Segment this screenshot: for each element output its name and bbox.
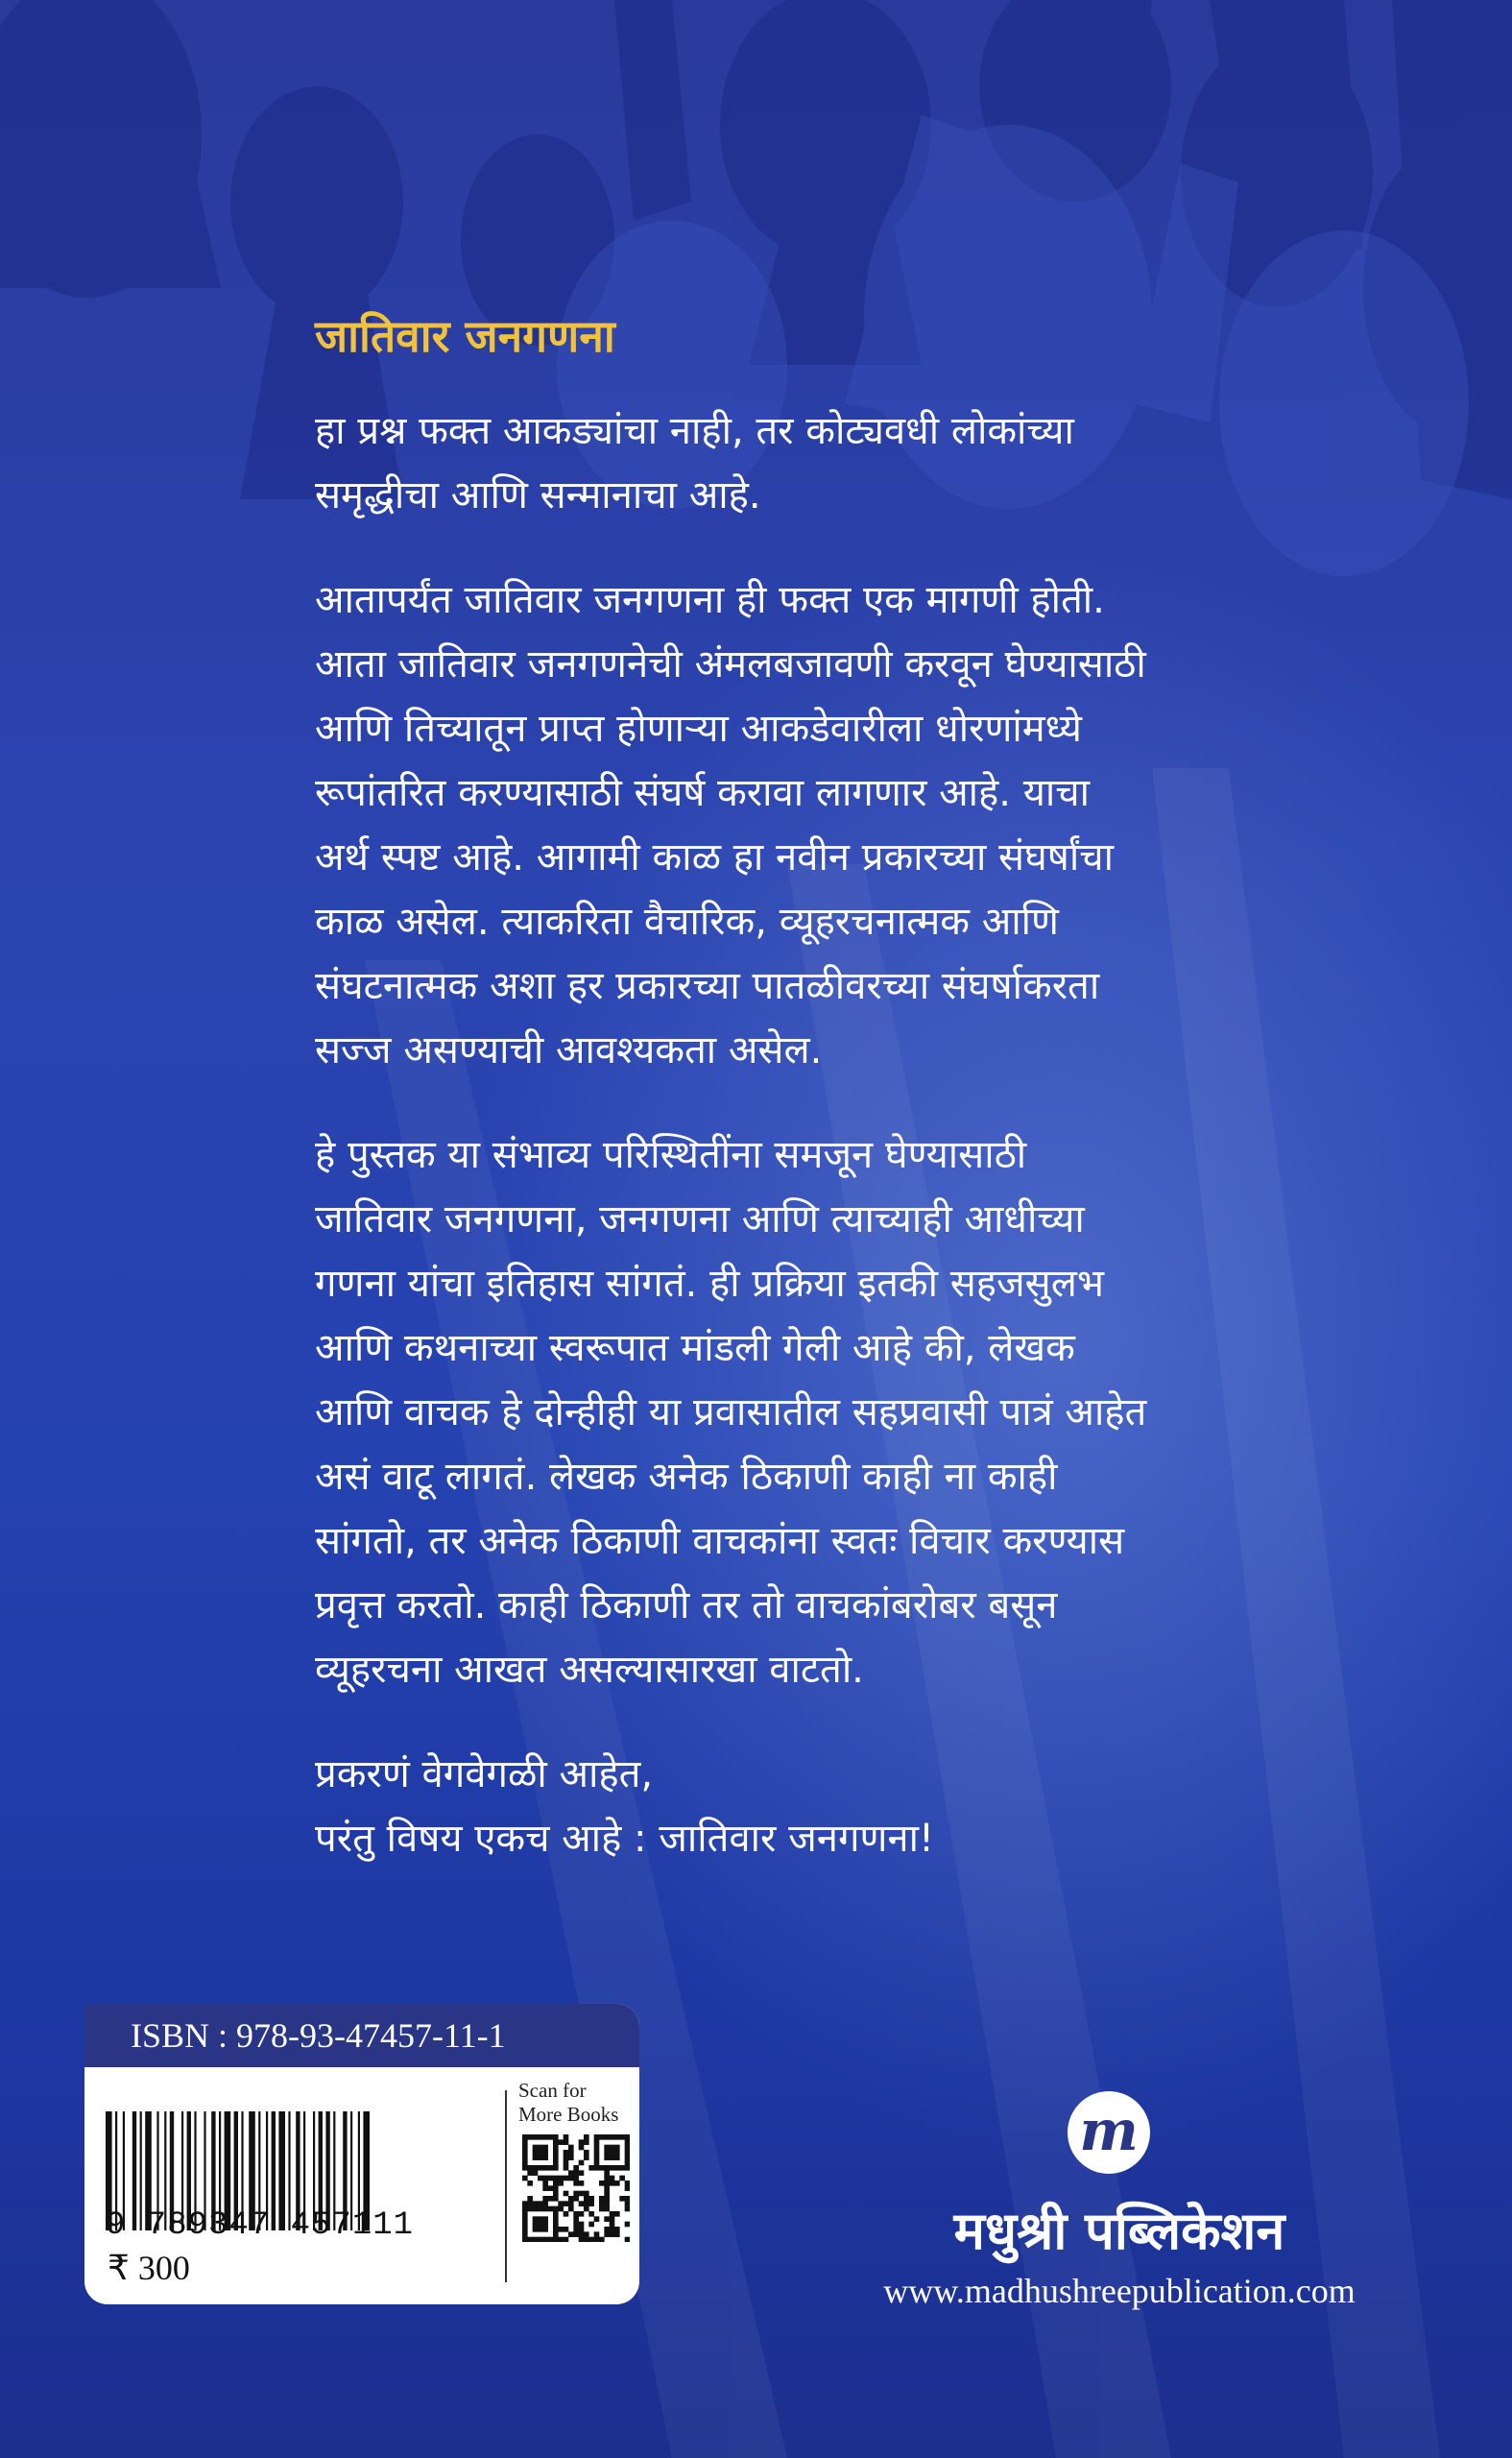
text-line: आणि कथनाच्या स्वरूपात मांडली गेली आहे की, लेखक — [315, 1326, 1075, 1370]
blurb — [315, 305, 1236, 1912]
text-line: रूपांतरित करण्यासाठी संघर्ष करावा लागणार आहे. याचा — [315, 771, 1091, 815]
logo-letter: m — [1079, 2098, 1139, 2163]
text-line: सज्ज असण्याची आवश्यकता असेल. — [315, 1028, 823, 1072]
text-line: सांगतो, तर अनेक ठिकाणी वाचकांना स्वतः विचार करण्यास — [315, 1519, 1125, 1563]
blurb-paragraph-4 — [315, 1743, 1236, 1871]
publisher-block — [822, 2084, 1417, 2314]
publisher-logo-icon — [1068, 2091, 1150, 2174]
scan-caption-line: More Books — [518, 2103, 619, 2126]
scan-caption-line: Scan for — [518, 2079, 587, 2102]
price: ₹ 300 — [108, 2249, 190, 2287]
text-line: प्रवृत्त करतो. काही ठिकाणी तर तो वाचकांबरोबर बसून — [315, 1583, 1058, 1627]
blurb-heading: जातिवार जनगणना — [315, 310, 615, 362]
text-line: व्यूहरचना आखत असल्यासारखा वाटतो. — [315, 1648, 864, 1692]
text-line: संघटनात्मक अशा हर प्रकारच्या पातळीवरच्या संघर्षाकरता — [315, 964, 1100, 1008]
text-line: जातिवार जनगणना, जनगणना आणि त्याच्याही आधीच्या — [315, 1197, 1085, 1241]
text-line: समृद्धीचा आणि सन्मानाचा आहे. — [315, 473, 761, 518]
blurb-paragraph-1 — [315, 399, 1236, 528]
text-line: काळ असेल. त्याकरिता वैचारिक, व्यूहरचनात्मक आणि — [315, 900, 1059, 944]
divider — [505, 2090, 507, 2282]
text-line: प्रकरणं वेगवेगळी आहेत, — [315, 1752, 654, 1796]
isbn-panel — [84, 2004, 639, 2304]
text-line: आणि वाचक हे दोन्हीही या प्रवासातील सहप्रवासी पात्रं आहेत — [315, 1390, 1147, 1434]
isbn-label: ISBN : 978-93-47457-11-1 — [84, 2004, 639, 2067]
publisher-url[interactable]: www.madhushreepublication.com — [883, 2272, 1356, 2310]
text-line: आणि तिच्यातून प्राप्त होणाऱ्या आकडेवारीला धोरणांमध्ये — [315, 707, 1082, 751]
blurb-paragraph-3 — [315, 1123, 1236, 1702]
text-line: गणना यांचा इतिहास सांगतं. ही प्रक्रिया इतकी सहजसुलभ — [315, 1262, 1104, 1306]
text-line: आता जातिवार जनगणनेची अंमलबजावणी करवून घेण्यासाठी — [315, 642, 1146, 687]
text-line: परंतु विषय एकच आहे : जातिवार जनगणना! — [315, 1817, 935, 1861]
blurb-paragraph-2 — [315, 568, 1236, 1083]
text-line: असं वाटू लागतं. लेखक अनेक ठिकाणी काही ना काही — [315, 1455, 1058, 1499]
barcode-digits: 9 789347 457111 — [106, 2207, 415, 2244]
text-line: आतापर्यंत जातिवार जनगणना ही फक्त एक मागणी होती. — [315, 578, 1105, 622]
text-line: हे पुस्तक या संभाव्य परिस्थितींना समजून घेण्यासाठी — [315, 1133, 1027, 1177]
text-line: हा प्रश्न फक्त आकड्यांचा नाही, तर कोट्यवधी लोकांच्या — [315, 409, 1074, 453]
publisher-name: मधुश्री पब्लिकेशन — [953, 2201, 1285, 2261]
qr-code-icon[interactable] — [522, 2134, 630, 2242]
scan-caption — [518, 2079, 634, 2127]
text-line: अर्थ स्पष्ट आहे. आगामी काळ हा नवीन प्रकारच्या संघर्षांचा — [315, 835, 1114, 880]
